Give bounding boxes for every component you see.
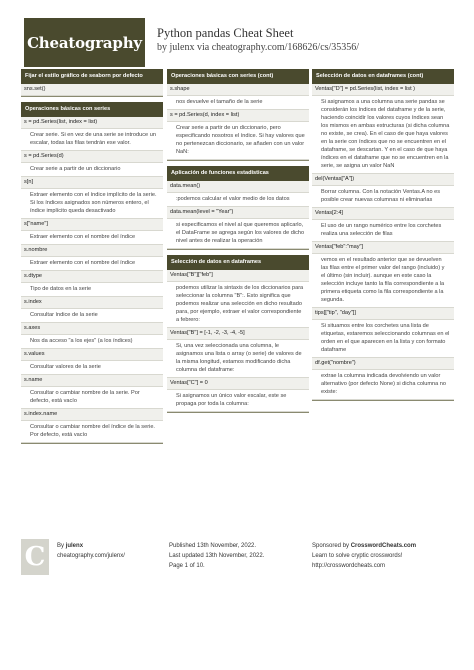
term-description: El uso de un rango numérico entre los corchetes realiza una selección de filas — [312, 220, 454, 242]
author-url-link[interactable]: cheatography.com/julenx/ — [57, 553, 125, 559]
code-term: s.name — [21, 375, 163, 387]
cheatography-logo[interactable] — [24, 18, 145, 67]
column-1 — [21, 69, 163, 449]
term-description: Borrar columna. Con la notación Ventas.A no es posible crear nuevas columnas ni eliminarlas — [312, 186, 454, 208]
updated-date: Last updated 13th November, 2022. — [169, 553, 265, 559]
code-term: Ventas[2:4] — [312, 208, 454, 220]
sponsor-tagline: Learn to solve cryptic crosswords! — [312, 553, 403, 559]
code-term: s[n] — [21, 177, 163, 189]
sponsor-url-link[interactable]: http://crosswordcheats.com — [312, 563, 386, 569]
section-heading: Aplicación de funciones estadísticas — [167, 166, 309, 181]
code-term: df.get("nombre") — [312, 358, 454, 370]
section-heading: Selección de datos en dataframes (cont) — [312, 69, 454, 84]
term-description: vemos en el resultado anterior que se devuelven las filas entre el primer valor del rango (incluido) y el último (sin incluir). aunque en este caso la selección incluye tanto la fila correspondiente a la primera etiqueta como la fila correspondiente a la segunda. — [312, 254, 454, 308]
term-description: podemos utilizar la sintaxis de los diccionarios para seleccionar la columna "B":. Esto significa que podemos realizar una selección en dicho resultado para, por ejemplo, extraer el valor correspondiente a febrero: — [167, 282, 309, 328]
byline-link[interactable]: by julenx via cheatography.com/168626/cs/35356/ — [157, 42, 360, 53]
page-title: Python pandas Cheat Sheet — [157, 26, 294, 40]
section-heading: Operaciones básicas con series (cont) — [167, 69, 309, 84]
code-term: Ventas["C"] = 0 — [167, 378, 309, 390]
code-term: s.dtype — [21, 271, 163, 283]
code-term: Ventas["D"] = pd.Series(list, index = list ) — [312, 84, 454, 96]
sponsor-prefix: Sponsored by — [312, 543, 350, 549]
footer-publish-block — [169, 541, 264, 571]
code-term: del(Ventas["A"]) — [312, 174, 454, 186]
term-description: Nos da acceso "a los ejes" (a los índices) — [21, 335, 163, 349]
code-term: Ventas["B"]["feb"] — [167, 270, 309, 282]
page-number: Page 1 of 10. — [169, 563, 205, 569]
by-label: By — [57, 543, 65, 549]
published-date: Published 13th November, 2022. — [169, 543, 257, 549]
cheat-section — [167, 255, 309, 413]
cheatography-c-logo-icon: C — [21, 539, 49, 575]
code-term: s.values — [21, 349, 163, 361]
footer-author-block — [57, 541, 125, 561]
term-description: Si asignamos un único valor escalar, este se propaga por toda la columna: — [167, 390, 309, 412]
cheat-section — [21, 69, 163, 97]
column-3 — [312, 69, 454, 406]
term-description: Tipo de datos en la serie — [21, 283, 163, 297]
footer — [21, 531, 454, 577]
column-2 — [167, 69, 309, 418]
code-term: s = pd.Series(list, index = list) — [21, 117, 163, 129]
term-description: Crear serie a partir de un diccionario — [21, 163, 163, 177]
term-description: extrae la columna indicada devolviendo un valor alternativo (por defecto None) si dicha columna no existe: — [312, 370, 454, 400]
term-description: Si asignamos a una columna una serie pandas se considerán los índices del dataframe y de la serie, haciendo coincidir los valores cuyos índices sean los mismos en ambas estructuras (si dicha columna no existe, se crea). En el caso de que haya valores en la serie con índices que no se encuentren en el dataframe, se descartan. Y en el caso de que haya índices en el dataframe que no se encuentren en la serie, se asigna un valor NaN — [312, 96, 454, 174]
term-description: Crear serie. Si en vez de una serie se introduce un escalar, todas las filas tendrán ese valor. — [21, 129, 163, 151]
sponsor-name-link[interactable]: CrosswordCheats.com — [350, 543, 417, 549]
cheat-section — [21, 102, 163, 444]
cheat-section — [312, 69, 454, 401]
term-description: Consultar o cambiar nombre de la serie. Por defecto, está vacío — [21, 387, 163, 409]
code-term: Ventas["feb":"may"] — [312, 242, 454, 254]
term-description: :podemos calcular el valor medio de los datos — [167, 193, 309, 207]
code-term: data.mean() — [167, 181, 309, 193]
footer-sponsor-block — [312, 541, 416, 571]
code-term: s.axes — [21, 323, 163, 335]
logo-text: Cheatography — [27, 33, 142, 52]
author-name[interactable]: julenx — [65, 543, 84, 549]
cheat-section — [167, 69, 309, 161]
header — [18, 14, 456, 66]
term-description: Extraer elemento con el nombre del índice — [21, 231, 163, 245]
term-description: Si situamos entre los corchetes una lista de etiquetas, estaremos seleccionando columnas en el orden en el que aparecen en la lista y con formato dataframe — [312, 320, 454, 358]
section-heading: Operaciones básicas con series — [21, 102, 163, 117]
section-heading: Selección de datos en dataframes — [167, 255, 309, 270]
cheat-section — [167, 166, 309, 250]
term-description: Crear serie a partir de un diccionario, pero especificando nosotros el índice. Si hay valores que no pertenezcan diccionario, se añaden con un valor NaN: — [167, 122, 309, 160]
code-term: sns.set() — [21, 84, 163, 96]
code-term: s["name"] — [21, 219, 163, 231]
code-term: s = pd.Series(d) — [21, 151, 163, 163]
term-description: nos devuelve el tamaño de la serie — [167, 96, 309, 110]
code-term: s.index.name — [21, 409, 163, 421]
code-term: s.nombre — [21, 245, 163, 257]
term-description: Consultar valores de la serie — [21, 361, 163, 375]
code-term: s = pd.Series(d, index = list) — [167, 110, 309, 122]
term-description: Consultar índice de la serie — [21, 309, 163, 323]
code-term: s.shape — [167, 84, 309, 96]
code-term: s.index — [21, 297, 163, 309]
section-heading: Fijar el estilo gráfico de seaborn por defecto — [21, 69, 163, 84]
code-term: data.mean(level = "Year") — [167, 207, 309, 219]
term-description: Consultar o cambiar nombre del índice de la serie. Por defecto, está vacío — [21, 421, 163, 443]
term-description: Si, una vez seleccionada una columna, le asignamos una lista o array (o serie) de valores de la misma longitud, estamos modificando dicha columna del dataframe: — [167, 340, 309, 378]
term-description: Extraer elemento con el nombre del índice — [21, 257, 163, 271]
term-description: si especificamos el nivel al que queremos aplicarlo, el DataFrame se agrega según los valores de dicho nivel antes de realizar la operación — [167, 219, 309, 249]
code-term: tips[["tip", "day"]] — [312, 308, 454, 320]
term-description: Extraer elemento con el índice implícito de la serie. Si los índices asignados son números entero, el índice implícito queda desactivado — [21, 189, 163, 219]
code-term: Ventas["B"] = [-1, -2, -3, -4, -5] — [167, 328, 309, 340]
